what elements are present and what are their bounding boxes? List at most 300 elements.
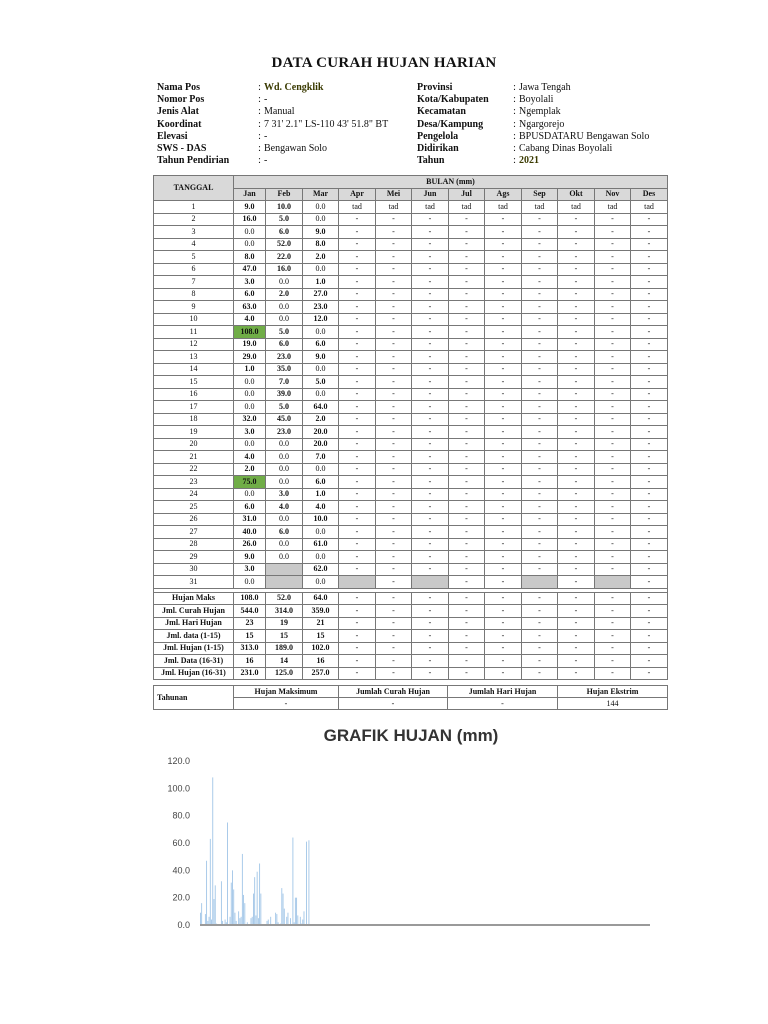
rain-value: - <box>412 276 449 289</box>
rain-value: - <box>522 451 558 464</box>
info-label: Pengelola <box>417 130 459 142</box>
summary-value: - <box>485 605 522 618</box>
station-info-left <box>157 82 388 167</box>
rain-value: - <box>485 538 522 551</box>
rain-value: 0.0 <box>266 451 303 464</box>
annual-header: Hujan Maksimum <box>234 686 339 698</box>
rain-value: - <box>631 538 668 551</box>
summary-value: - <box>558 605 595 618</box>
info-colon: : <box>258 142 261 154</box>
rain-value: - <box>412 363 449 376</box>
day-number: 22 <box>154 463 234 476</box>
day-number: 27 <box>154 526 234 539</box>
rain-value: - <box>412 338 449 351</box>
rain-value: - <box>522 501 558 514</box>
rain-value: - <box>631 438 668 451</box>
rain-value: 20.0 <box>303 426 339 439</box>
rain-value: 0.0 <box>234 438 266 451</box>
rain-value: - <box>595 288 631 301</box>
day-row <box>154 213 668 226</box>
month-header: Jul <box>449 188 485 201</box>
rain-value: 0.0 <box>266 301 303 314</box>
info-row <box>157 131 388 143</box>
day-number: 1 <box>154 201 234 214</box>
day-number: 26 <box>154 513 234 526</box>
rain-value: - <box>558 338 595 351</box>
rain-value: - <box>558 488 595 501</box>
rain-value: - <box>412 563 449 576</box>
rain-bar <box>252 917 253 925</box>
rain-value: 0.0 <box>303 326 339 339</box>
rain-value: - <box>449 463 485 476</box>
rain-value: - <box>449 413 485 426</box>
rain-value: - <box>339 526 376 539</box>
day-row <box>154 301 668 314</box>
rain-value: - <box>631 363 668 376</box>
rain-value: 6.0 <box>266 338 303 351</box>
rain-bar <box>238 911 239 925</box>
summary-value: - <box>376 605 412 618</box>
rain-value: - <box>631 213 668 226</box>
rain-value: - <box>449 338 485 351</box>
summary-row <box>154 642 668 655</box>
rain-value: - <box>485 363 522 376</box>
rain-value: 6.0 <box>234 288 266 301</box>
info-value: Wd. Cengklik <box>264 82 324 93</box>
rain-value: - <box>449 476 485 489</box>
day-row <box>154 326 668 339</box>
rain-value: - <box>485 576 522 589</box>
rain-value: - <box>339 413 376 426</box>
rain-value: - <box>558 563 595 576</box>
summary-value: 544.0 <box>234 605 266 618</box>
day-number: 18 <box>154 413 234 426</box>
day-row <box>154 501 668 514</box>
rain-bar <box>254 877 255 925</box>
rain-value: - <box>485 288 522 301</box>
rain-value: - <box>631 488 668 501</box>
day-number: 31 <box>154 576 234 589</box>
rain-value: - <box>376 326 412 339</box>
rain-value: - <box>631 326 668 339</box>
summary-value: - <box>631 630 668 643</box>
rain-value: - <box>412 501 449 514</box>
summary-row <box>154 605 668 618</box>
rain-bar <box>288 913 289 925</box>
rain-value: - <box>522 438 558 451</box>
rain-value: - <box>412 451 449 464</box>
rain-value: - <box>339 501 376 514</box>
rain-bar <box>304 911 305 925</box>
info-value: - <box>264 94 268 106</box>
day-row <box>154 576 668 589</box>
rain-value: - <box>339 488 376 501</box>
rain-value: - <box>412 463 449 476</box>
summary-value: 102.0 <box>303 642 339 655</box>
rain-value: 5.0 <box>266 213 303 226</box>
rain-value: 35.0 <box>266 363 303 376</box>
info-row <box>157 119 388 131</box>
rain-value: - <box>485 551 522 564</box>
rain-value: 2.0 <box>266 288 303 301</box>
summary-value: - <box>339 617 376 630</box>
summary-value: - <box>595 667 631 680</box>
rain-value: 0.0 <box>234 488 266 501</box>
rain-value: - <box>522 413 558 426</box>
day-row <box>154 451 668 464</box>
info-label: Didirikan <box>417 142 459 154</box>
summary-value: - <box>376 630 412 643</box>
rain-value: - <box>522 538 558 551</box>
rain-value: - <box>595 226 631 239</box>
daily-rainfall-table <box>153 175 668 680</box>
summary-value: - <box>412 592 449 605</box>
rain-value: 5.0 <box>303 376 339 389</box>
info-colon: : <box>513 94 516 106</box>
rain-value: - <box>485 438 522 451</box>
rain-value: - <box>339 251 376 264</box>
summary-value: - <box>631 617 668 630</box>
summary-value: - <box>339 605 376 618</box>
page-title: DATA CURAH HUJAN HARIAN <box>271 55 497 71</box>
rain-value: - <box>522 263 558 276</box>
rain-value: - <box>631 263 668 276</box>
info-value: 7 31' 2.1" LS-110 43' 51.8" BT <box>264 118 389 130</box>
rain-value: - <box>449 538 485 551</box>
month-header: Apr <box>339 188 376 201</box>
summary-row <box>154 630 668 643</box>
summary-label: Jml. Hujan (1-15) <box>154 642 234 655</box>
rain-value: - <box>449 288 485 301</box>
rain-value: 52.0 <box>266 238 303 251</box>
annual-summary-table <box>153 685 668 710</box>
day-row <box>154 363 668 376</box>
rain-value: - <box>631 251 668 264</box>
rain-value: - <box>376 388 412 401</box>
rain-value: 5.0 <box>266 401 303 414</box>
rain-value: - <box>522 526 558 539</box>
rain-value: 32.0 <box>234 413 266 426</box>
info-colon: : <box>258 155 261 167</box>
rain-value: 108.0 <box>234 326 266 339</box>
rain-value: - <box>339 538 376 551</box>
summary-value: - <box>376 617 412 630</box>
rain-bar <box>230 917 231 925</box>
rain-value: - <box>485 338 522 351</box>
rain-value: - <box>595 526 631 539</box>
summary-value: 359.0 <box>303 605 339 618</box>
rain-value: - <box>376 376 412 389</box>
rain-value: - <box>412 488 449 501</box>
rain-bar <box>227 823 228 926</box>
summary-label: Jml. Curah Hujan <box>154 605 234 618</box>
summary-value: - <box>412 630 449 643</box>
rain-value: - <box>631 451 668 464</box>
rain-value: - <box>631 463 668 476</box>
rain-value: - <box>631 351 668 364</box>
rain-value: - <box>485 426 522 439</box>
rain-value: - <box>522 351 558 364</box>
rain-value: - <box>339 563 376 576</box>
info-row <box>417 82 649 94</box>
rain-value: 0.0 <box>266 463 303 476</box>
day-number: 19 <box>154 426 234 439</box>
rain-value: 22.0 <box>266 251 303 264</box>
day-row <box>154 338 668 351</box>
rain-value: 2.0 <box>303 251 339 264</box>
rain-value: - <box>522 401 558 414</box>
rain-value: 27.0 <box>303 288 339 301</box>
rain-value: - <box>449 438 485 451</box>
rain-value: 45.0 <box>266 413 303 426</box>
month-header: Nov <box>595 188 631 201</box>
rain-value: - <box>558 526 595 539</box>
rain-value: - <box>595 363 631 376</box>
day-row <box>154 226 668 239</box>
rain-value: - <box>339 351 376 364</box>
info-colon: : <box>258 118 261 130</box>
month-header: Des <box>631 188 668 201</box>
day-number: 16 <box>154 388 234 401</box>
rain-value: - <box>376 563 412 576</box>
rain-value: - <box>376 463 412 476</box>
rain-value: - <box>376 301 412 314</box>
rain-value: - <box>595 276 631 289</box>
rain-value: - <box>449 238 485 251</box>
summary-value: - <box>449 630 485 643</box>
summary-value: - <box>485 667 522 680</box>
rain-value: - <box>631 388 668 401</box>
summary-label: Jml. Data (16-31) <box>154 655 234 668</box>
rain-value: - <box>412 238 449 251</box>
summary-row <box>154 655 668 668</box>
rain-value: 6.0 <box>266 526 303 539</box>
summary-value: - <box>558 630 595 643</box>
info-colon: : <box>258 94 261 106</box>
rain-bar <box>308 840 309 925</box>
rain-value: - <box>412 213 449 226</box>
day-row <box>154 413 668 426</box>
rain-bar <box>253 894 254 925</box>
annual-header: Jumlah Hari Hujan <box>448 686 558 698</box>
rain-value: - <box>485 488 522 501</box>
rain-bar <box>283 894 284 925</box>
rain-value: - <box>595 238 631 251</box>
rain-bar <box>231 883 232 925</box>
rain-value: 0.0 <box>266 513 303 526</box>
rain-value: 0.0 <box>234 388 266 401</box>
rain-value: - <box>412 526 449 539</box>
day-row <box>154 476 668 489</box>
rain-bar <box>241 917 242 925</box>
rain-value: 47.0 <box>234 263 266 276</box>
info-row <box>417 143 649 155</box>
day-row <box>154 288 668 301</box>
rain-value: - <box>376 551 412 564</box>
rain-value: - <box>412 438 449 451</box>
rain-value: - <box>485 501 522 514</box>
rain-value: 62.0 <box>303 563 339 576</box>
rain-value: 61.0 <box>303 538 339 551</box>
rain-value: - <box>595 413 631 426</box>
rain-value: - <box>449 313 485 326</box>
rain-value: - <box>558 326 595 339</box>
rain-value: - <box>412 263 449 276</box>
rain-value: 0.0 <box>303 213 339 226</box>
summary-label: Jml. data (1-15) <box>154 630 234 643</box>
month-header: Mar <box>303 188 339 201</box>
rain-bar <box>210 839 211 925</box>
rain-value: - <box>631 426 668 439</box>
rain-value: - <box>412 251 449 264</box>
rain-bar <box>290 918 291 925</box>
rain-value <box>412 576 449 589</box>
rain-value: - <box>376 251 412 264</box>
rain-value: 0.0 <box>234 226 266 239</box>
rain-value: - <box>485 476 522 489</box>
info-label: Nama Pos <box>157 82 201 93</box>
rain-value: 29.0 <box>234 351 266 364</box>
rain-value: 0.0 <box>266 438 303 451</box>
rain-bar <box>205 914 206 925</box>
summary-value: 21 <box>303 617 339 630</box>
rain-value: - <box>595 376 631 389</box>
rain-value <box>339 576 376 589</box>
rain-value: 6.0 <box>266 226 303 239</box>
rain-value: - <box>485 326 522 339</box>
rain-value: - <box>595 351 631 364</box>
rain-value: - <box>412 226 449 239</box>
summary-value: - <box>595 605 631 618</box>
info-value: - <box>264 130 268 142</box>
day-row <box>154 276 668 289</box>
day-row <box>154 513 668 526</box>
rain-value: 0.0 <box>303 388 339 401</box>
rain-value: - <box>631 526 668 539</box>
rain-value: - <box>449 301 485 314</box>
summary-value: - <box>558 617 595 630</box>
rain-value: - <box>485 526 522 539</box>
summary-value: - <box>595 592 631 605</box>
rain-value: 3.0 <box>266 488 303 501</box>
rain-value: - <box>449 388 485 401</box>
day-number: 20 <box>154 438 234 451</box>
rain-value: - <box>558 538 595 551</box>
rain-value: - <box>558 551 595 564</box>
rain-value: - <box>595 251 631 264</box>
rain-bar <box>215 885 216 925</box>
rain-value: - <box>631 551 668 564</box>
rain-value: 8.0 <box>303 238 339 251</box>
rain-value: - <box>558 301 595 314</box>
rain-value: 16.0 <box>266 263 303 276</box>
y-tick-label: 40.0 <box>172 865 190 876</box>
rain-value: 0.0 <box>303 201 339 214</box>
summary-value: - <box>412 605 449 618</box>
tanggal-header: TANGGAL <box>154 176 234 201</box>
rain-value: - <box>595 488 631 501</box>
rain-value: 9.0 <box>234 551 266 564</box>
rain-value: - <box>522 326 558 339</box>
rain-value: - <box>376 238 412 251</box>
annual-value: 144 <box>558 698 668 710</box>
rain-value: - <box>485 226 522 239</box>
rain-value: - <box>412 551 449 564</box>
rain-value: 23.0 <box>266 426 303 439</box>
rain-value: - <box>412 476 449 489</box>
rain-value: - <box>376 488 412 501</box>
rain-bar <box>259 864 260 926</box>
rain-value: - <box>412 513 449 526</box>
rain-value: - <box>339 401 376 414</box>
summary-value: - <box>412 617 449 630</box>
rain-value: - <box>522 551 558 564</box>
rain-value: - <box>522 563 558 576</box>
rain-value: - <box>449 526 485 539</box>
rain-value: - <box>449 351 485 364</box>
info-value: Jawa Tengah <box>519 82 571 93</box>
summary-value: - <box>485 655 522 668</box>
info-row <box>417 119 649 131</box>
rain-value: tad <box>522 201 558 214</box>
rain-value: 20.0 <box>303 438 339 451</box>
rain-value: - <box>412 401 449 414</box>
rain-value: 75.0 <box>234 476 266 489</box>
rain-value: - <box>376 426 412 439</box>
rain-value: - <box>595 326 631 339</box>
rain-value: - <box>558 438 595 451</box>
rain-value: - <box>339 338 376 351</box>
rain-value: - <box>522 226 558 239</box>
summary-value: - <box>631 592 668 605</box>
station-info-right <box>417 82 649 167</box>
rain-value: 7.0 <box>303 451 339 464</box>
day-number: 9 <box>154 301 234 314</box>
day-row <box>154 388 668 401</box>
summary-value: - <box>558 655 595 668</box>
rain-value: - <box>412 326 449 339</box>
day-row <box>154 351 668 364</box>
rain-bar <box>212 777 213 925</box>
info-colon: : <box>258 130 261 142</box>
rain-value: - <box>449 576 485 589</box>
info-label: SWS - DAS <box>157 142 207 154</box>
rain-value: tad <box>631 201 668 214</box>
rain-value: 5.0 <box>266 326 303 339</box>
summary-value: - <box>339 630 376 643</box>
rain-value: - <box>522 476 558 489</box>
rain-value: - <box>558 376 595 389</box>
day-number: 8 <box>154 288 234 301</box>
info-value: 2021 <box>519 155 539 167</box>
rain-value: - <box>485 213 522 226</box>
month-header: Ags <box>485 188 522 201</box>
summary-value: - <box>412 642 449 655</box>
rain-value: 26.0 <box>234 538 266 551</box>
rain-bar <box>257 872 258 925</box>
info-row <box>157 94 388 106</box>
info-colon: : <box>513 82 516 93</box>
rain-value: - <box>376 451 412 464</box>
info-value: Ngargorejo <box>519 118 565 130</box>
rain-value: tad <box>449 201 485 214</box>
rain-value: - <box>631 563 668 576</box>
rain-value: - <box>485 463 522 476</box>
rain-value: - <box>595 401 631 414</box>
summary-value: - <box>449 592 485 605</box>
rain-value: 6.0 <box>303 476 339 489</box>
rain-value: - <box>376 401 412 414</box>
